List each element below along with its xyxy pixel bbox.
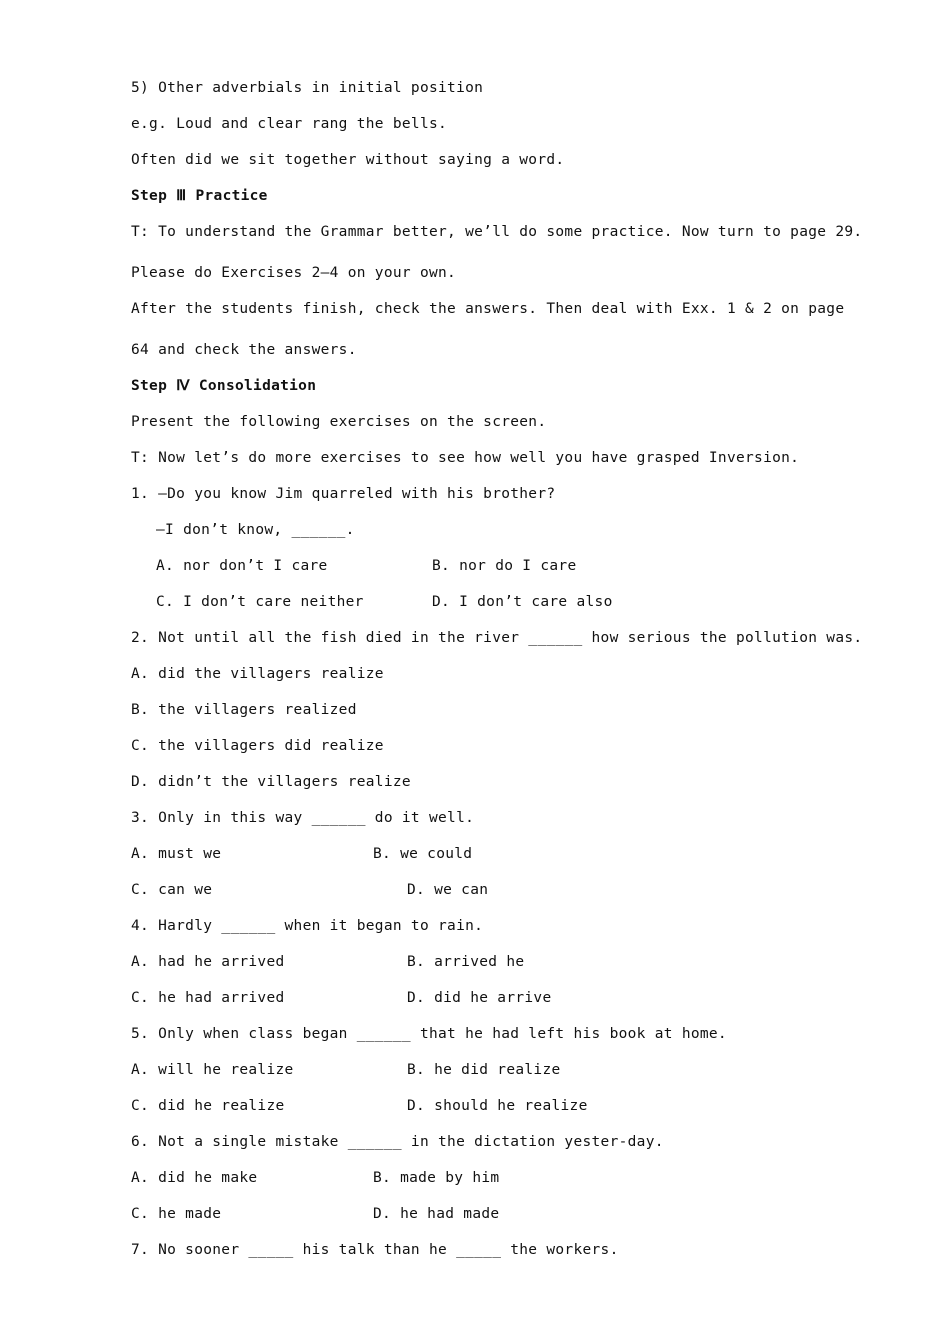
option: A. must we [131, 846, 222, 862]
option: A. did the villagers realize [131, 666, 384, 682]
option: A. nor don’t I care [156, 558, 328, 574]
question: 7. No sooner _____ his talk than he _____ the workers. [131, 1242, 619, 1258]
question: 4. Hardly ______ when it began to rain. [131, 918, 484, 934]
option: C. I don’t care neither [156, 594, 364, 610]
option: B. we could [373, 846, 473, 862]
option: D. he had made [373, 1206, 500, 1222]
text-line: Please do Exercises 2—4 on your own. [131, 265, 457, 281]
question: 6. Not a single mistake ______ in the dictation yester-day. [131, 1134, 664, 1150]
option: D. we can [407, 882, 489, 898]
option: A. will he realize [131, 1062, 294, 1078]
option: A. had he arrived [131, 954, 285, 970]
option: B. arrived he [407, 954, 525, 970]
option: B. he did realize [407, 1062, 561, 1078]
text-line: After the students finish, check the answers. Then deal with Exx. 1 & 2 on page [131, 301, 845, 317]
option: A. did he make [131, 1170, 258, 1186]
text-line: 5) Other adverbials in initial position [131, 80, 484, 96]
option: C. did he realize [131, 1098, 285, 1114]
question: 5. Only when class began ______ that he had left his book at home. [131, 1026, 727, 1042]
question: 3. Only in this way ______ do it well. [131, 810, 475, 826]
section-heading: Step Ⅲ Practice [131, 188, 268, 204]
section-heading: Step Ⅳ Consolidation [131, 378, 317, 394]
option: D. should he realize [407, 1098, 588, 1114]
option: D. I don’t care also [432, 594, 613, 610]
question: 1. —Do you know Jim quarreled with his brother? [131, 486, 556, 502]
option: B. made by him [373, 1170, 500, 1186]
question-response: —I don’t know, ______. [156, 522, 355, 538]
option: C. he made [131, 1206, 222, 1222]
text-line: Present the following exercises on the screen. [131, 414, 547, 430]
option: C. can we [131, 882, 213, 898]
option: D. did he arrive [407, 990, 552, 1006]
text-line: T: To understand the Grammar better, we’ll do some practice. Now turn to page 29. [131, 224, 863, 240]
question: 2. Not until all the fish died in the river ______ how serious the pollution was. [131, 630, 863, 646]
text-line: T: Now let’s do more exercises to see how well you have grasped Inversion. [131, 450, 800, 466]
option: C. he had arrived [131, 990, 285, 1006]
text-line: 64 and check the answers. [131, 342, 357, 358]
option: B. nor do I care [432, 558, 577, 574]
option: C. the villagers did realize [131, 738, 384, 754]
option: D. didn’t the villagers realize [131, 774, 411, 790]
text-line: e.g. Loud and clear rang the bells. [131, 116, 448, 132]
option: B. the villagers realized [131, 702, 357, 718]
text-line: Often did we sit together without saying a word. [131, 152, 565, 168]
